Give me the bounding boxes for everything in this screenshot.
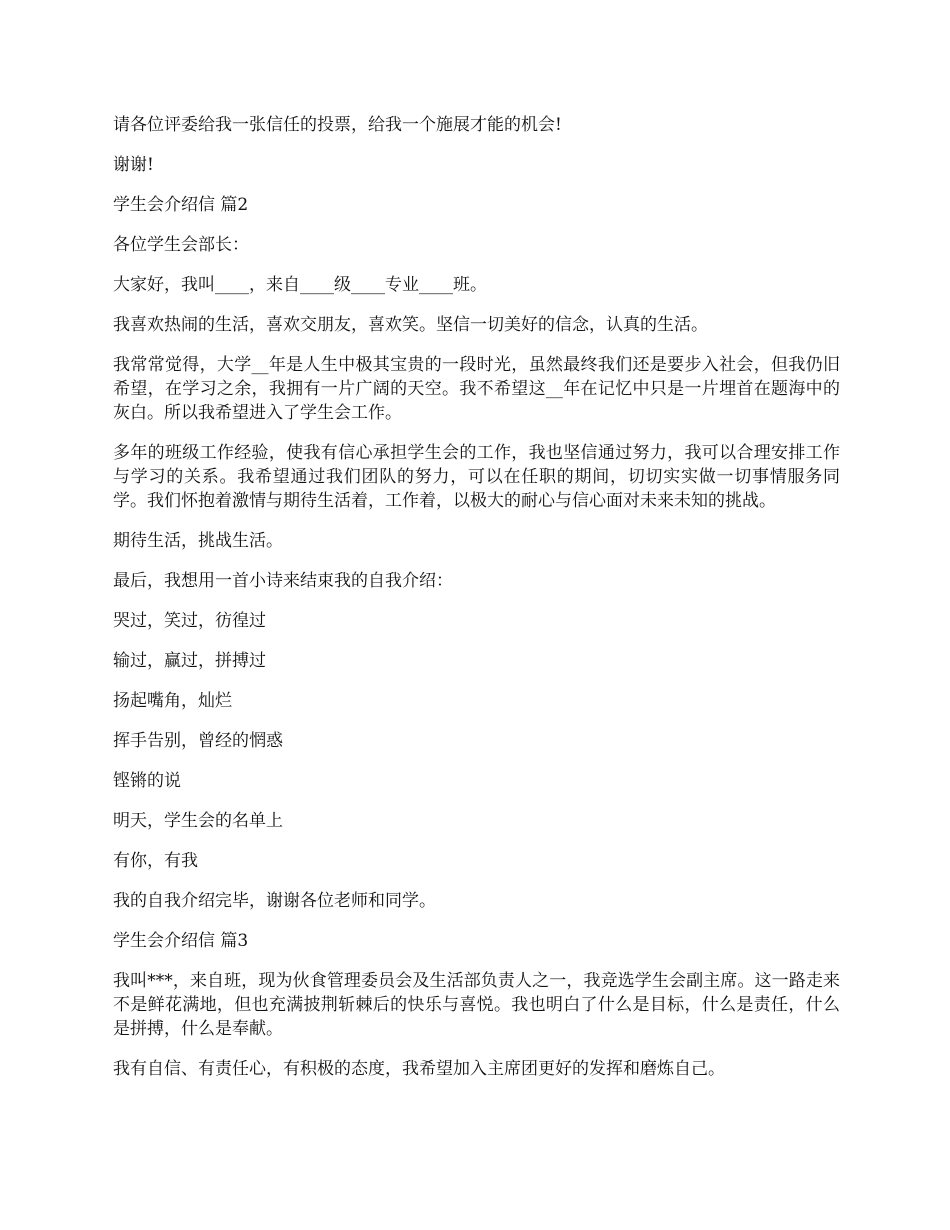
poem-line: 挥手告别，曾经的惘惑 [113,731,283,751]
paragraph-candidate-intro: 我叫***，来自班，现为伙食管理委员会及生活部负责人之一，我竞选学生会副主席。这一路走来不是鲜花满地，但也充满披荆斩棘后的快乐与喜悦。我也明白了什么是目标，什么是责任，什么是拼搏，什么是奉献。 [113,971,840,1039]
paragraph-intro-finished: 我的自我介绍完毕，谢谢各位老师和同学。 [113,891,436,911]
paragraph-thanks: 谢谢! [113,155,154,175]
paragraph-poem-intro: 最后，我想用一首小诗来结束我的自我介绍： [113,571,453,591]
poem-line: 有你，有我 [113,851,198,871]
paragraph-closing-request: 请各位评委给我一张信任的投票，给我一个施展才能的机会! [113,115,562,135]
section-heading-2: 学生会介绍信 篇2 [113,195,249,215]
document-body [113,113,840,1097]
paragraph-greeting: 大家好，我叫____，来自____级____专业____班。 [113,275,487,295]
poem-line: 哭过，笑过，彷徨过 [113,611,266,631]
paragraph-university-years: 我常常觉得，大学__年是人生中极其宝贵的一段时光，虽然最终我们还是要步入社会，但我仍旧希望，在学习之余，我拥有一片广阔的天空。我不希望这__年在记忆中只是一片埋首在题海中的灰白。所以我希望进入了学生会工作。 [113,355,840,423]
paragraph-confidence: 我有自信、有责任心，有积极的态度，我希望加入主席团更好的发挥和磨炼自己。 [113,1059,725,1079]
paragraph-salutation: 各位学生会部长： [113,235,249,255]
poem-line: 铿锵的说 [113,771,181,791]
paragraph-expect-life: 期待生活，挑战生活。 [113,531,283,551]
paragraph-personality: 我喜欢热闹的生活，喜欢交朋友，喜欢笑。坚信一切美好的信念，认真的生活。 [113,315,708,335]
poem-line: 明天，学生会的名单上 [113,811,283,831]
poem-line: 扬起嘴角，灿烂 [113,691,232,711]
section-heading-3: 学生会介绍信 篇3 [113,931,249,951]
paragraph-experience: 多年的班级工作经验，使我有信心承担学生会的工作，我也坚信通过努力，我可以合理安排工作与学习的关系。我希望通过我们团队的努力，可以在任职的期间，切切实实做一切事情服务同学。我们怀抱着激情与期待生活着，工作着，以极大的耐心与信心面对未来未知的挑战。 [113,443,840,511]
poem-line: 输过，赢过，拼搏过 [113,651,266,671]
